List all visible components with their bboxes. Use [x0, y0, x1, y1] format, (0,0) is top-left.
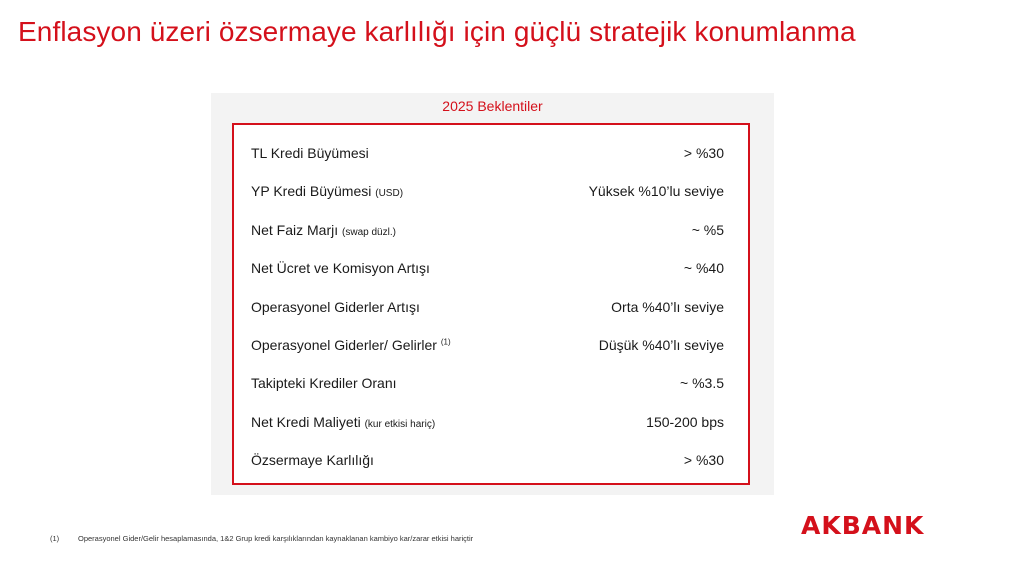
expectation-row: [234, 448, 748, 472]
expectation-row: [234, 256, 748, 280]
row-value: Düşük %40’lı seviye: [598, 337, 724, 353]
row-label: YP Kredi Büyümesi (USD): [251, 183, 404, 199]
row-label: Operasyonel Giderler/ Gelirler $^{(1)}$: [251, 337, 451, 353]
expectation-row: [234, 295, 748, 319]
row-value: ~ %40: [683, 260, 724, 276]
expectations-box: [232, 123, 750, 485]
row-label: Net Ücret ve Komisyon Artışı: [251, 260, 430, 276]
expectations-panel: [211, 93, 774, 495]
row-label: TL Kredi Büyümesi: [251, 145, 369, 161]
expectation-row: [234, 410, 748, 434]
row-label: Operasyonel Giderler Artışı: [251, 299, 420, 315]
expectation-row: [234, 371, 748, 395]
row-value: > %30: [683, 145, 724, 161]
footnote-text: Operasyonel Gider/Gelir hesaplamasında, 1&2 Grup kredi karşılıklarından kaynaklanan kambiyo kar/zarar etkisi hariçtir: [78, 534, 474, 543]
row-label: Net Kredi Maliyeti (kur etkisi hariç): [251, 414, 436, 430]
row-note: (swap düzl.): [342, 227, 396, 238]
expectation-row: [234, 333, 748, 357]
row-footnote-ref: (1): [440, 337, 451, 347]
row-label: Özsermaye Karlılığı: [251, 452, 374, 468]
panel-heading: 2025 Beklentiler: [442, 98, 543, 114]
expectation-row: [234, 141, 748, 165]
row-note: (kur etkisi hariç): [364, 419, 436, 430]
expectation-row: [234, 218, 748, 242]
row-value: > %30: [683, 452, 724, 468]
row-value: ~ %5: [691, 222, 724, 238]
footnote: [50, 534, 473, 543]
row-value: Yüksek %10’lu seviye: [588, 183, 724, 199]
row-label: Net Faiz Marjı (swap düzl.): [251, 222, 396, 238]
row-label: Takipteki Krediler Oranı: [251, 375, 397, 391]
footnote-marker: (1): [50, 534, 60, 543]
row-note: (USD): [375, 188, 404, 199]
akbank-logo: AKBANK: [801, 511, 925, 540]
row-value: 150-200 bps: [646, 414, 724, 430]
row-value: Orta %40’lı seviye: [611, 299, 724, 315]
expectation-row: [234, 179, 748, 203]
page-title: Enflasyon üzeri özsermaye karlılığı için güçlü stratejik konumlanma: [18, 16, 856, 47]
row-value: ~ %3.5: [680, 375, 724, 391]
